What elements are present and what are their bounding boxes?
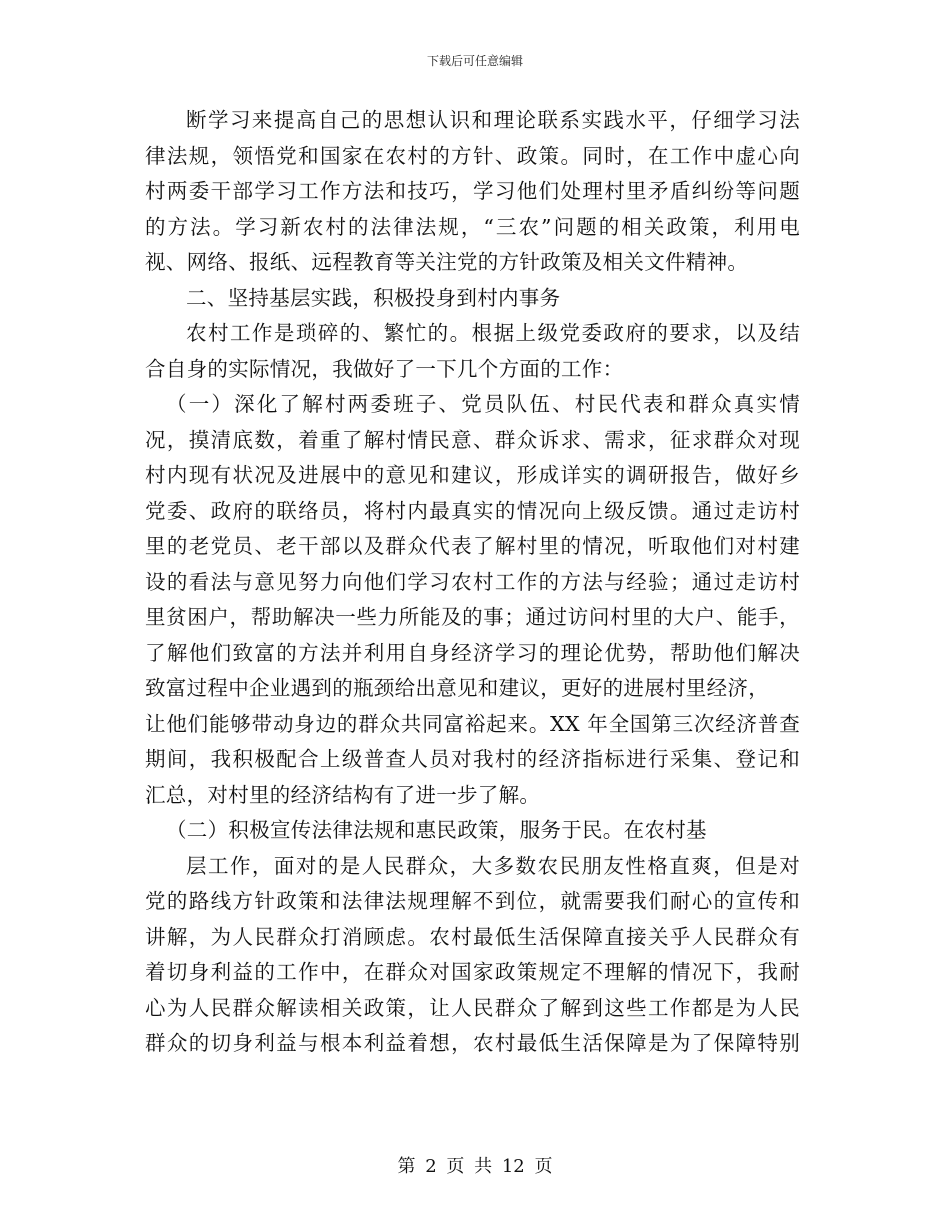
paragraph-line: 农村工作是琐碎的、繁忙的。根据上级党委政府的要求，以及结 (186, 321, 800, 345)
paragraph-line: 断学习来提高自己的思想认识和理论联系实践水平，仔细学习法 (186, 108, 800, 132)
paragraph-line: 党的路线方针政策和法律法规理解不到位，就需要我们耐心的宣传和 (145, 889, 800, 913)
paragraph-line: 的方法。学习新农村的法律法规，“三农”问题的相关政策，利用电 (145, 214, 800, 239)
paragraph-line: 让他们能够带动身边的群众共同富裕起来。XX 年全国第三次经济普查 (145, 711, 800, 736)
paragraph-line: 村两委干部学习工作方法和技巧，学习他们处理村里矛盾纠纷等问题 (145, 179, 800, 203)
paragraph-line: 律法规，领悟党和国家在农村的方针、政策。同时，在工作中虚心向 (145, 143, 800, 168)
paragraph-line: （一）深化了解村两委班子、党员队伍、村民代表和群众真实情 (166, 392, 800, 416)
paragraph-line: 期间，我积极配合上级普查人员对我村的经济指标进行采集、登记和 (145, 747, 800, 771)
paragraph-line: 致富过程中企业遇到的瓶颈给出意见和建议，更好的进展村里经济， (145, 676, 769, 700)
document-body (145, 103, 800, 1062)
paragraph-line: 设的看法与意见努力向他们学习农村工作的方法与经验；通过走访村 (145, 569, 800, 594)
paragraph-line: 村内现有状况及进展中的意见和建议，形成详实的调研报告，做好乡 (145, 463, 800, 487)
paragraph-line: 讲解，为人民群众打消顾虑。农村最低生活保障直接关乎人民群众有 (145, 924, 800, 949)
paragraph-line: 群众的切身利益与根本利益着想，农村最低生活保障是为了保障特别 (145, 1031, 800, 1055)
section-heading: 二、坚持基层实践，积极投身到村内事务 (186, 285, 561, 310)
paragraph-line: 里贫困户，帮助解决一些力所能及的事；通过访问村里的大户、能手， (145, 605, 800, 629)
paragraph-line: 层工作，面对的是人民群众，大多数农民朋友性格直爽，但是对 (186, 853, 800, 878)
paragraph-line: 了解他们致富的方法并利用自身经济学习的理论优势，帮助他们解决 (145, 640, 800, 665)
paragraph-line: 党委、政府的联络员，将村内最真实的情况向上级反馈。通过走访村 (145, 498, 800, 523)
paragraph-line: 着切身利益的工作中，在群众对国家政策规定不理解的情况下，我耐 (145, 960, 800, 984)
page-footer: 第 2 页 共 12 页 (397, 1156, 553, 1177)
paragraph-line: 里的老党员、老干部以及群众代表了解村里的情况，听取他们对村建 (145, 534, 800, 558)
paragraph-line: 合自身的实际情况，我做好了一下几个方面的工作： (145, 356, 624, 381)
paragraph-line: 视、网络、报纸、远程教育等关注党的方针政策及相关文件精神。 (145, 250, 749, 274)
paragraph-line: 心为人民群众解读相关政策，让人民群众了解到这些工作都是为人民 (145, 995, 800, 1020)
paragraph-line: 汇总，对村里的经济结构有了进一步了解。 (145, 782, 541, 807)
paragraph-line: （二）积极宣传法律法规和惠民政策，服务于民。在农村基 (166, 818, 707, 842)
page-header: 下载后可任意编辑 (426, 54, 523, 68)
paragraph-line: 况，摸清底数，着重了解村情民意、群众诉求、需求，征求群众对现 (145, 427, 800, 452)
